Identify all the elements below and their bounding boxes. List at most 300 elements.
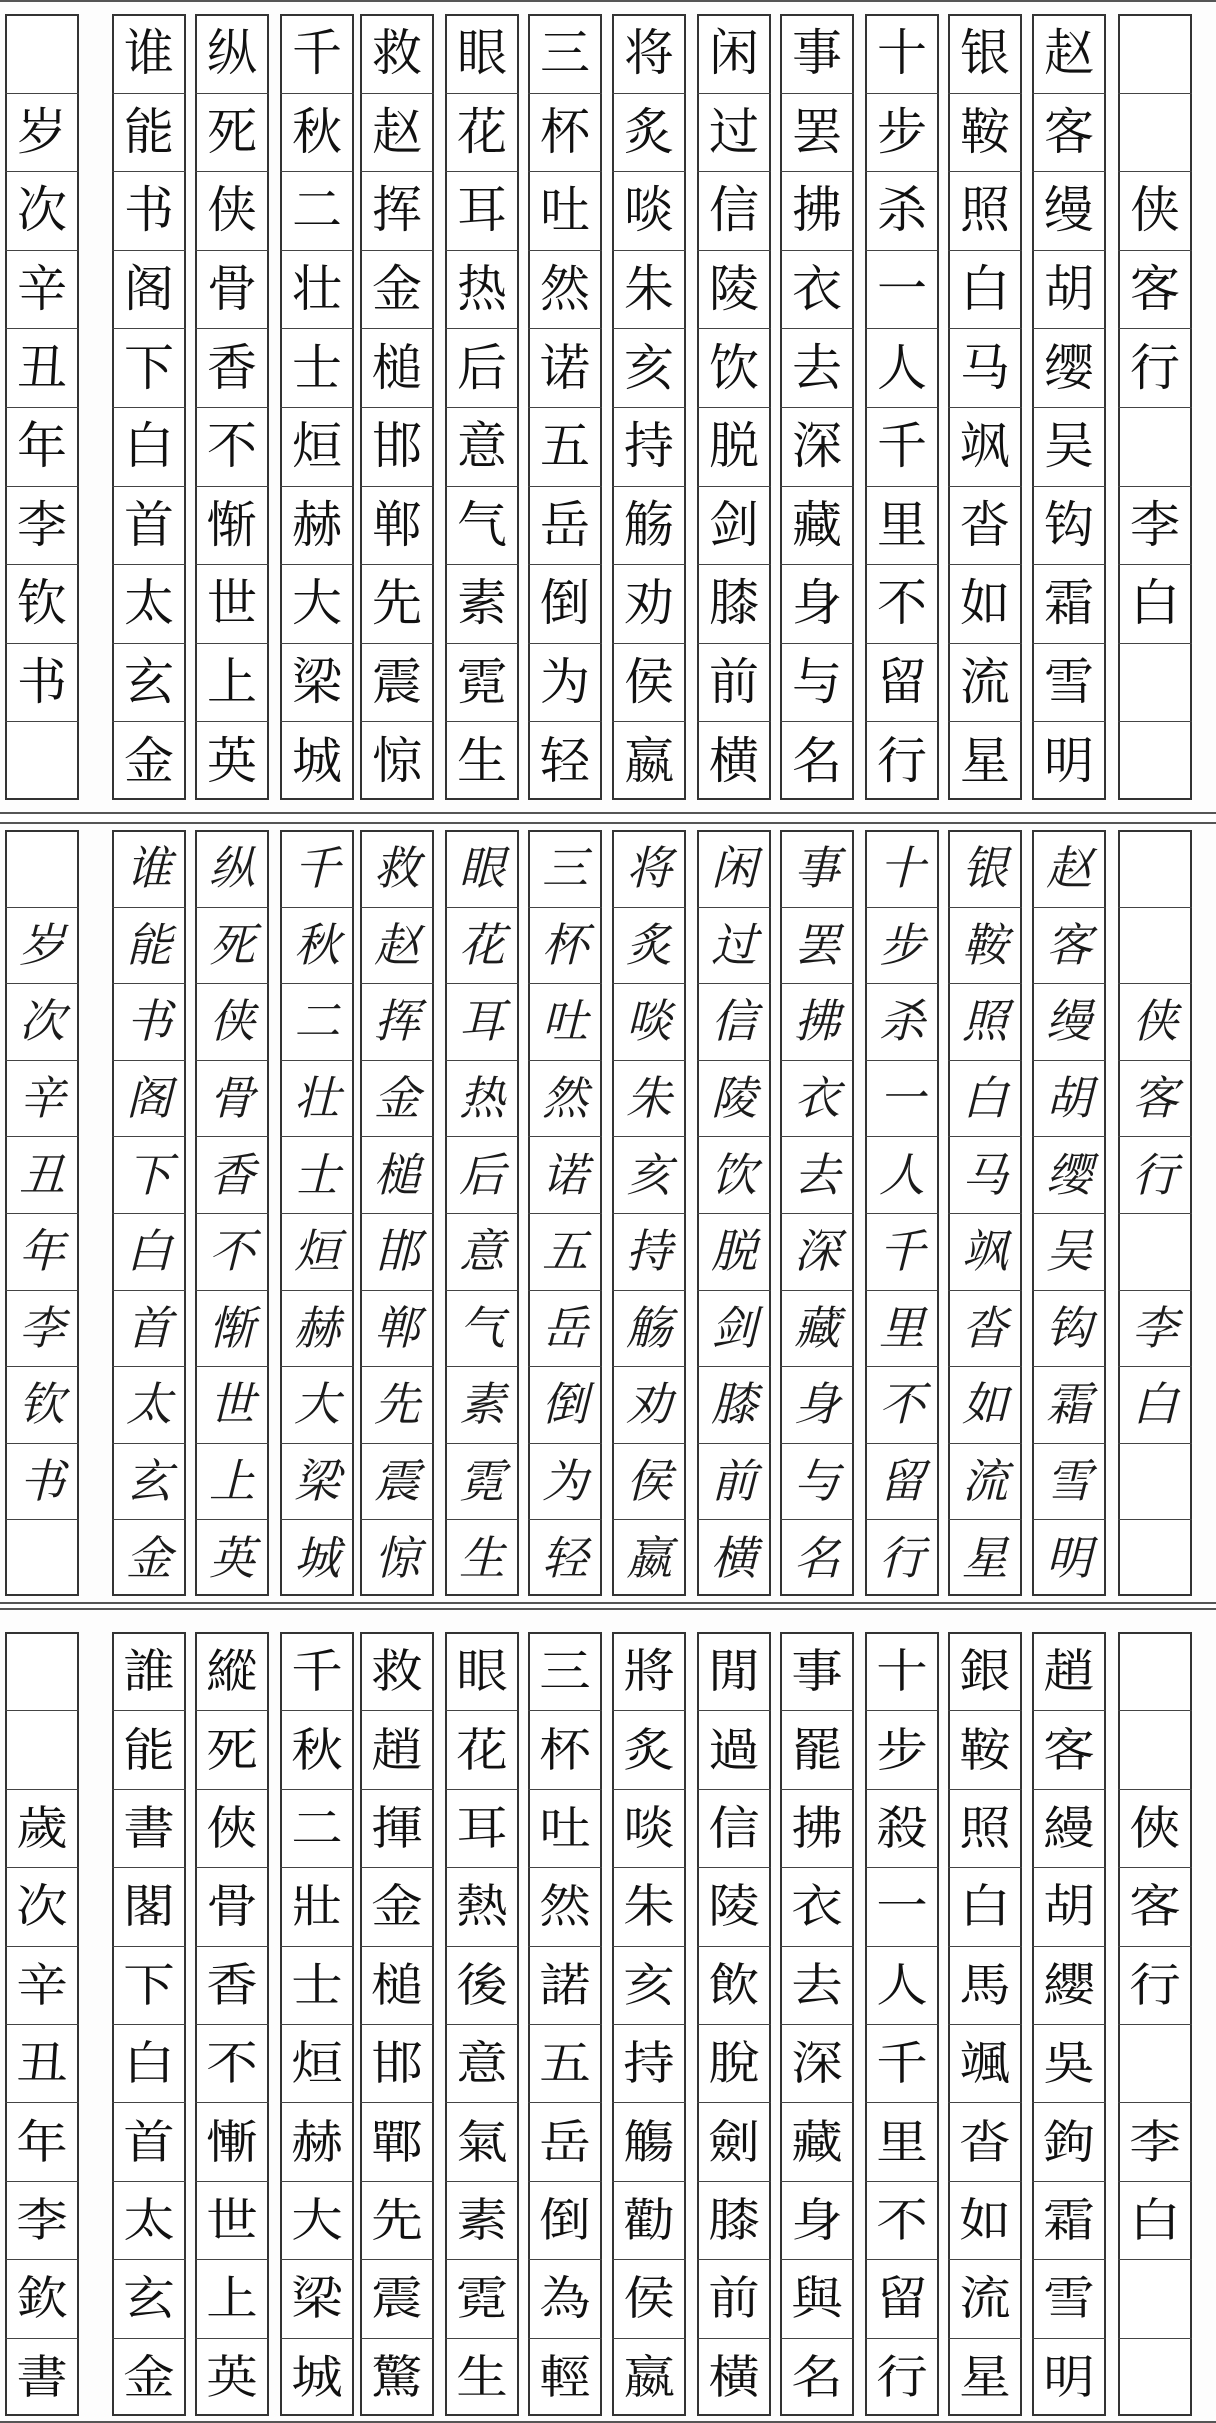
character-cell: 倒 (542, 1377, 588, 1432)
character-cell: 香 (207, 338, 257, 397)
character-cell: 步 (876, 1722, 928, 1777)
character-cell (1118, 14, 1192, 93)
character-cell: 然 (540, 260, 590, 319)
character-cell: 纵 (207, 24, 257, 83)
character-cell: 千 (876, 2036, 928, 2091)
character-cell: 雪 (1046, 1454, 1092, 1509)
character-cell: 不 (207, 417, 257, 476)
character-cell: 槌 (372, 338, 422, 397)
character-cell: 闲 (709, 24, 759, 83)
character-cell: 玄 (126, 1454, 172, 1509)
character-cell: 亥 (624, 338, 674, 397)
character-cell: 白 (123, 2036, 175, 2091)
character-cell: 慚 (206, 2114, 258, 2169)
character-cell: 人 (879, 1147, 925, 1202)
character-cell: 金 (124, 731, 174, 790)
character-cell: 侠 (1132, 994, 1178, 1049)
character-cell (1118, 907, 1192, 984)
character-cell: 照 (960, 181, 1010, 240)
character-cell: 名 (794, 1530, 840, 1585)
character-cell: 星 (959, 2349, 1011, 2404)
character-cell: 生 (459, 1530, 505, 1585)
character-cell: 香 (206, 1957, 258, 2012)
character-cell: 救 (374, 841, 420, 896)
character-cell: 身 (791, 2192, 843, 2247)
character-cell: 行 (1132, 1147, 1178, 1202)
character-cell: 二 (291, 1800, 343, 1855)
character-cell: 不 (876, 2192, 928, 2247)
character-cell: 热 (459, 1071, 505, 1126)
character-cell: 岳 (540, 495, 590, 554)
character-cell: 轻 (540, 731, 590, 790)
character-cell: 丑 (16, 2036, 68, 2091)
character-cell: 殺 (876, 1800, 928, 1855)
character-cell: 照 (959, 1800, 1011, 1855)
character-cell: 眼 (456, 1644, 508, 1699)
character-cell: 次 (16, 1879, 68, 1934)
character-cell: 深 (794, 1224, 840, 1279)
character-cell: 留 (876, 2271, 928, 2326)
character-cell: 丑 (17, 338, 67, 397)
character-cell: 世 (207, 574, 257, 633)
character-cell: 拂 (791, 1800, 843, 1855)
character-cell: 李 (17, 495, 67, 554)
character-cell: 膝 (711, 1377, 757, 1432)
character-cell: 衣 (792, 260, 842, 319)
character-cell: 首 (124, 495, 174, 554)
character-cell: 邯 (372, 417, 422, 476)
character-cell: 朱 (624, 260, 674, 319)
character-cell: 槌 (371, 1957, 423, 2012)
character-cell: 流 (959, 2271, 1011, 2326)
character-cell: 觴 (623, 2114, 675, 2169)
character-cell: 阁 (126, 1071, 172, 1126)
character-cell: 步 (879, 917, 925, 972)
character-cell (1114, 1710, 1197, 1788)
character-cell: 侠 (207, 181, 257, 240)
character-cell: 岁 (19, 917, 65, 972)
character-cell: 流 (962, 1454, 1008, 1509)
character-cell: 脱 (709, 417, 759, 476)
character-cell: 后 (457, 338, 507, 397)
character-cell: 书 (124, 181, 174, 240)
character-cell: 如 (959, 2192, 1011, 2247)
character-cell: 死 (207, 102, 257, 161)
character-cell: 救 (372, 24, 422, 83)
character-cell: 诺 (542, 1147, 588, 1202)
character-cell: 赫 (292, 495, 342, 554)
character-cell: 劍 (708, 2114, 760, 2169)
character-cell: 梁 (292, 653, 342, 712)
character-cell: 城 (291, 2349, 343, 2404)
character-cell: 朱 (626, 1071, 672, 1126)
character-cell: 書 (123, 1800, 175, 1855)
character-cell (1114, 2338, 1197, 2416)
character-cell: 阁 (124, 260, 174, 319)
character-cell: 閣 (123, 1879, 175, 1934)
character-cell: 不 (206, 2036, 258, 2091)
character-cell: 膝 (709, 574, 759, 633)
character-cell: 客 (1043, 1722, 1095, 1777)
character-cell: 首 (126, 1300, 172, 1355)
character-cell: 嬴 (624, 731, 674, 790)
character-cell: 先 (372, 574, 422, 633)
character-cell: 嬴 (626, 1530, 672, 1585)
character-cell: 飒 (960, 417, 1010, 476)
character-cell: 一 (877, 260, 927, 319)
character-cell: 劝 (624, 574, 674, 633)
character-cell: 如 (960, 574, 1010, 633)
character-cell: 五 (539, 2036, 591, 2091)
character-cell: 劝 (626, 1377, 672, 1432)
character-cell: 金 (374, 1071, 420, 1126)
character-cell: 為 (539, 2271, 591, 2326)
character-cell: 剑 (709, 495, 759, 554)
character-cell: 前 (708, 2271, 760, 2326)
character-cell: 吐 (540, 181, 590, 240)
character-cell: 气 (459, 1300, 505, 1355)
character-cell (5, 14, 79, 93)
character-cell: 诺 (540, 338, 590, 397)
character-cell: 城 (294, 1530, 340, 1585)
character-cell (5, 830, 79, 907)
character-cell: 白 (124, 417, 174, 476)
character-cell: 银 (962, 841, 1008, 896)
character-cell: 事 (794, 841, 840, 896)
character-cell: 郸 (374, 1300, 420, 1355)
character-cell: 鉤 (1043, 2114, 1095, 2169)
character-cell: 後 (456, 1957, 508, 2012)
character-cell: 饮 (711, 1147, 757, 1202)
character-cell: 城 (292, 731, 342, 790)
calligraphy-sheet-li (0, 1608, 1216, 2423)
character-cell: 首 (123, 2114, 175, 2169)
character-cell: 杯 (539, 1722, 591, 1777)
character-cell: 大 (291, 2192, 343, 2247)
character-cell: 持 (623, 2036, 675, 2091)
character-cell: 钦 (19, 1377, 65, 1432)
character-cell: 留 (877, 653, 927, 712)
character-cell: 行 (1130, 338, 1180, 397)
character-cell: 太 (123, 2192, 175, 2247)
character-cell: 花 (456, 1722, 508, 1777)
character-cell: 次 (19, 994, 65, 1049)
character-cell: 岳 (539, 2114, 591, 2169)
character-cell: 去 (794, 1147, 840, 1202)
character-cell: 誰 (123, 1644, 175, 1699)
character-cell: 赫 (294, 1300, 340, 1355)
character-cell: 拂 (792, 181, 842, 240)
character-cell: 烜 (292, 417, 342, 476)
character-cell: 李 (16, 2192, 68, 2247)
character-cell: 明 (1046, 1530, 1092, 1585)
character-cell: 炙 (624, 102, 674, 161)
character-cell: 霓 (459, 1454, 505, 1509)
character-cell: 意 (459, 1224, 505, 1279)
character-cell: 陵 (708, 1879, 760, 1934)
character-cell: 不 (877, 574, 927, 633)
character-cell (1118, 1519, 1192, 1596)
character-cell: 熱 (456, 1879, 508, 1934)
character-cell (1118, 93, 1192, 172)
character-cell: 揮 (371, 1800, 423, 1855)
character-cell: 倒 (540, 574, 590, 633)
character-cell: 星 (962, 1530, 1008, 1585)
character-cell: 沓 (962, 1300, 1008, 1355)
character-cell: 藏 (791, 2114, 843, 2169)
character-cell: 飲 (708, 1957, 760, 2012)
character-cell: 霓 (456, 2271, 508, 2326)
character-cell: 行 (1129, 1957, 1181, 2012)
character-cell: 衣 (791, 1879, 843, 1934)
character-cell: 白 (959, 1879, 1011, 1934)
character-cell: 士 (294, 1147, 340, 1202)
character-cell: 横 (709, 731, 759, 790)
character-cell: 侯 (623, 2271, 675, 2326)
character-cell: 耳 (456, 1800, 508, 1855)
character-cell: 谁 (124, 24, 174, 83)
character-cell: 十 (879, 841, 925, 896)
character-cell: 趙 (1043, 1644, 1095, 1699)
character-cell: 上 (209, 1454, 255, 1509)
character-cell: 白 (1130, 574, 1180, 633)
character-cell: 与 (792, 653, 842, 712)
character-cell: 二 (294, 994, 340, 1049)
character-cell: 秋 (292, 102, 342, 161)
character-cell: 李 (1129, 2114, 1181, 2169)
character-cell: 杯 (540, 102, 590, 161)
character-cell: 啖 (623, 1800, 675, 1855)
character-cell: 救 (371, 1644, 423, 1699)
character-cell: 侠 (209, 994, 255, 1049)
character-cell: 俠 (206, 1800, 258, 1855)
character-cell: 吴 (1044, 417, 1094, 476)
character-cell: 欽 (16, 2271, 68, 2326)
character-cell: 挥 (372, 181, 422, 240)
character-cell (1118, 830, 1192, 907)
character-cell: 震 (374, 1454, 420, 1509)
character-cell: 明 (1044, 731, 1094, 790)
character-cell: 行 (876, 2349, 928, 2404)
character-cell: 事 (792, 24, 842, 83)
character-cell: 信 (709, 181, 759, 240)
character-cell: 閒 (708, 1644, 760, 1699)
character-cell: 下 (124, 338, 174, 397)
character-cell: 深 (792, 417, 842, 476)
character-cell: 士 (291, 1957, 343, 2012)
character-cell: 缨 (1044, 338, 1094, 397)
character-cell: 意 (456, 2036, 508, 2091)
character-cell: 惭 (209, 1300, 255, 1355)
character-cell: 金 (123, 2349, 175, 2404)
character-cell: 鞍 (962, 917, 1008, 972)
character-cell: 然 (539, 1879, 591, 1934)
character-cell: 然 (542, 1071, 588, 1126)
character-cell: 世 (206, 2192, 258, 2247)
character-cell: 前 (711, 1454, 757, 1509)
character-cell: 辛 (16, 1957, 68, 2012)
character-cell (1118, 643, 1192, 722)
character-cell (1, 1710, 84, 1788)
character-cell: 大 (294, 1377, 340, 1432)
character-cell: 饮 (709, 338, 759, 397)
character-cell: 银 (960, 24, 1010, 83)
character-cell: 挥 (374, 994, 420, 1049)
character-cell: 名 (792, 731, 842, 790)
character-cell: 一 (876, 1879, 928, 1934)
character-cell: 趙 (371, 1722, 423, 1777)
character-cell: 钩 (1046, 1300, 1092, 1355)
character-cell: 十 (877, 24, 927, 83)
character-cell: 將 (623, 1644, 675, 1699)
character-cell: 缦 (1044, 181, 1094, 240)
character-cell (5, 721, 79, 800)
character-cell: 太 (124, 574, 174, 633)
character-cell: 馬 (959, 1957, 1011, 2012)
character-cell: 郸 (372, 495, 422, 554)
character-cell: 陵 (709, 260, 759, 319)
character-cell: 藏 (792, 495, 842, 554)
character-cell: 梁 (294, 1454, 340, 1509)
character-cell: 玄 (123, 2271, 175, 2326)
character-cell: 英 (207, 731, 257, 790)
character-cell: 去 (791, 1957, 843, 2012)
character-cell: 与 (794, 1454, 840, 1509)
character-cell: 五 (540, 417, 590, 476)
character-cell: 次 (17, 181, 67, 240)
character-cell: 與 (791, 2271, 843, 2326)
character-cell: 下 (123, 1957, 175, 2012)
character-cell: 白 (1129, 2192, 1181, 2247)
character-cell: 死 (206, 1722, 258, 1777)
character-cell: 花 (459, 917, 505, 972)
character-cell: 驚 (371, 2349, 423, 2404)
character-cell: 秋 (294, 917, 340, 972)
character-cell: 歲 (16, 1800, 68, 1855)
character-cell: 人 (877, 338, 927, 397)
character-cell: 銀 (959, 1644, 1011, 1699)
character-cell: 鄲 (371, 2114, 423, 2169)
character-cell: 千 (292, 24, 342, 83)
character-cell: 将 (624, 24, 674, 83)
character-cell: 耳 (459, 994, 505, 1049)
character-cell: 不 (879, 1377, 925, 1432)
character-cell: 素 (456, 2192, 508, 2247)
character-cell: 为 (540, 653, 590, 712)
character-cell: 能 (126, 917, 172, 972)
character-cell: 持 (624, 417, 674, 476)
character-cell: 留 (879, 1454, 925, 1509)
character-cell: 纓 (1043, 1957, 1095, 2012)
character-cell: 觞 (624, 495, 674, 554)
character-cell: 拂 (794, 994, 840, 1049)
character-cell: 过 (711, 917, 757, 972)
character-cell: 剑 (711, 1300, 757, 1355)
character-cell: 金 (371, 1879, 423, 1934)
character-cell: 杯 (542, 917, 588, 972)
character-cell: 年 (16, 2114, 68, 2169)
character-cell: 亥 (626, 1147, 672, 1202)
character-cell: 吴 (1046, 1224, 1092, 1279)
character-cell: 不 (209, 1224, 255, 1279)
calligraphy-sheet-xing (0, 822, 1216, 1604)
character-cell: 丑 (19, 1147, 65, 1202)
character-cell: 飒 (962, 1224, 1008, 1279)
character-cell: 人 (876, 1957, 928, 2012)
character-cell: 秋 (291, 1722, 343, 1777)
character-cell: 千 (294, 841, 340, 896)
character-cell: 将 (626, 841, 672, 896)
character-cell: 罷 (791, 1722, 843, 1777)
character-cell: 年 (17, 417, 67, 476)
character-cell: 客 (1129, 1879, 1181, 1934)
character-cell: 前 (709, 653, 759, 712)
character-cell: 明 (1043, 2349, 1095, 2404)
character-cell: 书 (126, 994, 172, 1049)
character-cell: 鞍 (959, 1722, 1011, 1777)
character-cell: 岳 (542, 1300, 588, 1355)
character-cell: 里 (879, 1300, 925, 1355)
character-cell: 照 (962, 994, 1008, 1049)
character-cell: 千 (879, 1224, 925, 1279)
character-cell: 缦 (1046, 994, 1092, 1049)
character-cell: 后 (459, 1147, 505, 1202)
character-cell: 辛 (19, 1071, 65, 1126)
character-cell: 書 (16, 2349, 68, 2404)
character-cell: 素 (459, 1377, 505, 1432)
character-cell: 名 (791, 2349, 843, 2404)
character-cell: 书 (17, 653, 67, 712)
character-cell (5, 1519, 79, 1596)
character-cell: 炙 (623, 1722, 675, 1777)
character-cell: 上 (206, 2271, 258, 2326)
character-cell (1118, 721, 1192, 800)
character-cell: 壮 (292, 260, 342, 319)
character-cell: 藏 (794, 1300, 840, 1355)
character-cell: 霜 (1046, 1377, 1092, 1432)
character-cell: 過 (708, 1722, 760, 1777)
character-cell: 金 (372, 260, 422, 319)
character-cell: 罢 (794, 917, 840, 972)
character-cell: 震 (371, 2271, 423, 2326)
character-cell: 客 (1044, 102, 1094, 161)
character-cell: 千 (877, 417, 927, 476)
character-cell: 马 (962, 1147, 1008, 1202)
character-cell: 壮 (294, 1071, 340, 1126)
character-cell: 玄 (124, 653, 174, 712)
character-cell: 胡 (1043, 1879, 1095, 1934)
character-cell: 縵 (1043, 1800, 1095, 1855)
character-cell: 惊 (372, 731, 422, 790)
character-cell: 吐 (539, 1800, 591, 1855)
character-cell: 闲 (711, 841, 757, 896)
character-cell: 霜 (1044, 574, 1094, 633)
character-cell: 槌 (374, 1147, 420, 1202)
character-cell: 朱 (623, 1879, 675, 1934)
character-cell: 里 (876, 2114, 928, 2169)
character-cell: 梁 (291, 2271, 343, 2326)
character-cell: 鞍 (960, 102, 1010, 161)
character-cell: 一 (879, 1071, 925, 1126)
character-cell: 三 (540, 24, 590, 83)
character-cell: 骨 (207, 260, 257, 319)
character-cell: 如 (962, 1377, 1008, 1432)
character-cell: 白 (962, 1071, 1008, 1126)
character-cell: 杀 (879, 994, 925, 1049)
character-cell: 五 (542, 1224, 588, 1279)
character-cell: 輕 (539, 2349, 591, 2404)
character-cell: 吳 (1043, 2036, 1095, 2091)
